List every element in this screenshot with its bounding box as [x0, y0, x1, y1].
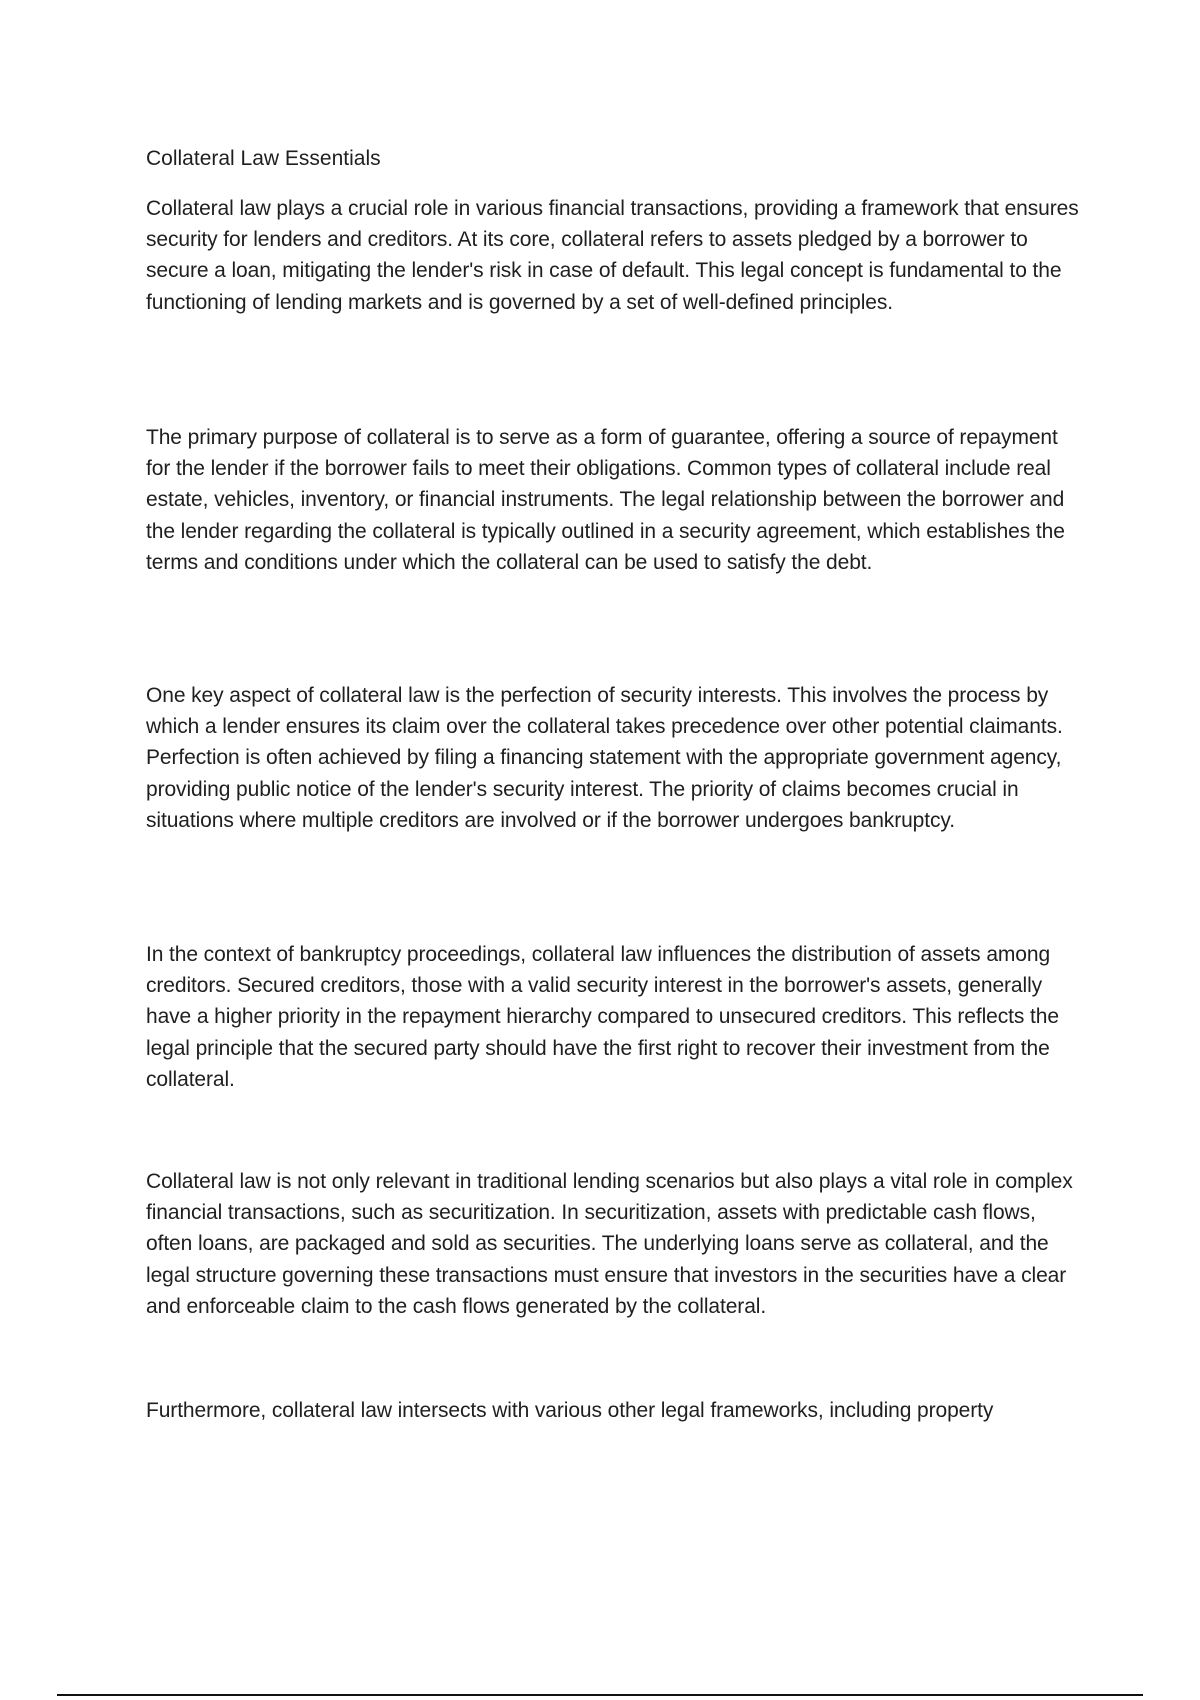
paragraph-3: One key aspect of collateral law is the perfection of security interests. This involves the process by which a lender ensures its claim over the collateral takes precedence over other potential claimants. Perfection is often achieved by filing a financing statement with the appropriate government agency, providing public notice of the lender's security interest. The priority of claims becomes crucial in situations where multiple creditors are involved or if the borrower undergoes bankruptcy. — [146, 684, 1063, 832]
paragraph-4: In the context of bankruptcy proceedings, collateral law influences the distribution of assets among creditors. Secured creditors, those with a valid security interest in the borrower's assets, generally have a higher priority in the repayment hierarchy compared to unsecured creditors. This reflects the legal principle that the secured party should have the first right to recover their investment from the collateral. — [146, 943, 1059, 1091]
document-title: Collateral Law Essentials — [146, 147, 381, 170]
page-bottom-divider — [57, 1694, 1143, 1696]
paragraph-1: Collateral law plays a crucial role in various financial transactions, providing a framework that ensures security for lenders and creditors. At its core, collateral refers to assets pledged by a borrower to secure a loan, mitigating the lender's risk in case of default. This legal concept is fundamental to the functioning of lending markets and is governed by a set of well-defined principles. — [146, 197, 1079, 314]
paragraph-2: The primary purpose of collateral is to serve as a form of guarantee, offering a source of repayment for the lender if the borrower fails to meet their obligations. Common types of collateral include real estate, vehicles, inventory, or financial instruments. The legal relationship between the borrower and the lender regarding the collateral is typically outlined in a security agreement, which establishes the terms and conditions under which the collateral can be used to satisfy the debt. — [146, 426, 1065, 574]
paragraph-5: Collateral law is not only relevant in traditional lending scenarios but also plays a vital role in complex financial transactions, such as securitization. In securitization, assets with predictable cash flows, often loans, are packaged and sold as securities. The underlying loans serve as collateral, and the legal structure governing these transactions must ensure that investors in the securities have a clear and enforceable claim to the cash flows generated by the collateral. — [146, 1170, 1073, 1318]
paragraph-6: Furthermore, collateral law intersects with various other legal frameworks, including property — [146, 1399, 994, 1422]
